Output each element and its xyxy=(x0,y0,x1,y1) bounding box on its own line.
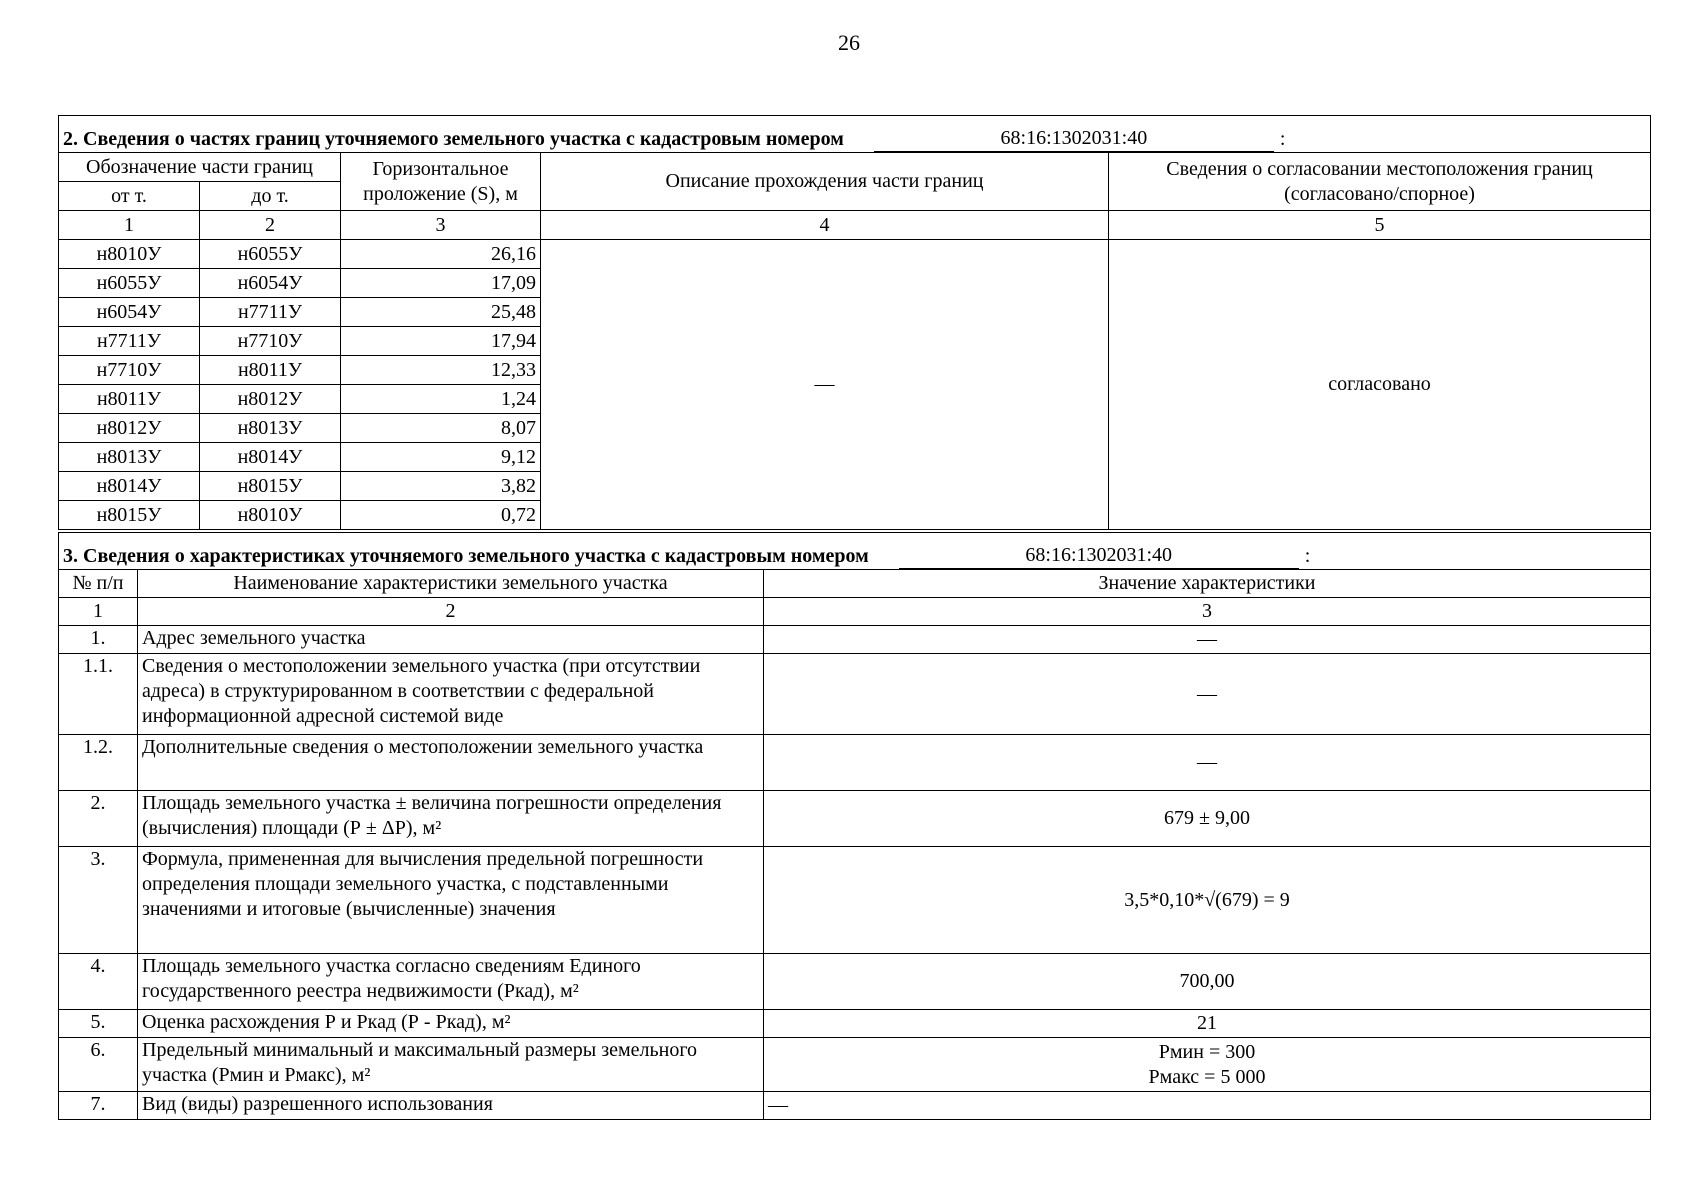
horizontal-length: 1,24 xyxy=(341,385,541,414)
parts-designation-header: Обозначение части границ xyxy=(59,153,341,182)
col-number: 1 xyxy=(59,211,200,240)
section2-heading: 2. Сведения о частях границ уточняемого земельного участка с кадастровым номером xyxy=(63,128,844,150)
row-number: 3. xyxy=(59,847,138,954)
value-header: Значение характеристики xyxy=(764,570,1651,598)
table-row xyxy=(59,1092,1651,1120)
horizontal-length: 8,07 xyxy=(341,414,541,443)
from-point: н7710У xyxy=(59,356,200,385)
characteristics-table xyxy=(58,532,1651,1120)
col-number: 5 xyxy=(1109,211,1651,240)
horizontal-length: 9,12 xyxy=(341,443,541,472)
col-number: 1 xyxy=(59,598,138,626)
to-point: н7710У xyxy=(200,327,341,356)
boundary-parts-table xyxy=(58,115,1651,530)
characteristic-value: 679 ± 9,00 xyxy=(764,791,1651,847)
characteristic-name: Дополнительные сведения о местоположении земельного участка xyxy=(138,735,764,791)
characteristic-value: 700,00 xyxy=(764,954,1651,1010)
section2-colon: : xyxy=(1279,128,1286,150)
row-number: 1.1. xyxy=(59,654,138,735)
section2-cadastral-number: 68:16:1302031:40 xyxy=(874,124,1274,152)
row-number: 2. xyxy=(59,791,138,847)
horizontal-length: 0,72 xyxy=(341,501,541,530)
characteristic-name: Адрес земельного участка xyxy=(138,626,764,654)
description-value: — xyxy=(541,240,1109,530)
characteristic-name: Сведения о местоположении земельного участка (при отсутствии адреса) в структурированном в соответствии с федеральной информационной адресной системой виде xyxy=(138,654,764,735)
table-row xyxy=(59,654,1651,735)
horizontal-header: Горизонтальное проложение (S), м xyxy=(341,153,541,211)
to-header: до т. xyxy=(200,182,341,211)
from-point: н8013У xyxy=(59,443,200,472)
max-size-value: Рмакс = 5 000 xyxy=(1148,1065,1266,1088)
from-point: н7711У xyxy=(59,327,200,356)
table-row xyxy=(59,1010,1651,1038)
table-row xyxy=(59,791,1651,847)
to-point: н8012У xyxy=(200,385,341,414)
table-row xyxy=(59,240,1651,269)
characteristic-value: — xyxy=(764,735,1651,791)
to-point: н8013У xyxy=(200,414,341,443)
name-header: Наименование характеристики земельного участка xyxy=(138,570,764,598)
col-number: 3 xyxy=(341,211,541,240)
col-number: 4 xyxy=(541,211,1109,240)
to-point: н6054У xyxy=(200,269,341,298)
page-number: 26 xyxy=(838,30,860,55)
row-number: 5. xyxy=(59,1010,138,1038)
horizontal-length: 12,33 xyxy=(341,356,541,385)
from-point: н8011У xyxy=(59,385,200,414)
table-row xyxy=(59,735,1651,791)
from-point: н6055У xyxy=(59,269,200,298)
to-point: н6055У xyxy=(200,240,341,269)
description-header: Описание прохождения части границ xyxy=(541,153,1109,211)
characteristic-name: Оценка расхождения Р и Ркад (Р - Ркад), м² xyxy=(138,1010,764,1038)
agreement-value: согласовано xyxy=(1109,240,1651,530)
table-row xyxy=(59,1038,1651,1092)
min-size-value: Рмин = 300 xyxy=(1158,1040,1256,1063)
col-number: 2 xyxy=(200,211,341,240)
section3-cadastral-number: 68:16:1302031:40 xyxy=(899,541,1299,569)
table-row xyxy=(59,847,1651,954)
col-number: 2 xyxy=(138,598,764,626)
row-number: 6. xyxy=(59,1038,138,1092)
section3-heading: 3. Сведения о характеристиках уточняемого земельного участка с кадастровым номером xyxy=(63,545,869,567)
characteristic-value: — xyxy=(764,626,1651,654)
from-point: н8015У xyxy=(59,501,200,530)
horizontal-length: 17,94 xyxy=(341,327,541,356)
characteristic-value: — xyxy=(764,654,1651,735)
characteristic-name: Предельный минимальный и максимальный размеры земельного участка (Рмин и Рмакс), м² xyxy=(138,1038,764,1092)
characteristic-name: Формула, примененная для вычисления предельной погрешности определения площади земельного участка, с подставленными значениями и итоговые (вычисленные) значения xyxy=(138,847,764,954)
num-header: № п/п xyxy=(59,570,138,598)
to-point: н8015У xyxy=(200,472,341,501)
to-point: н8014У xyxy=(200,443,341,472)
horizontal-length: 3,82 xyxy=(341,472,541,501)
characteristic-name: Площадь земельного участка ± величина погрешности определения (вычисления) площади (Р ± ΔР), м² xyxy=(138,791,764,847)
table-row xyxy=(59,626,1651,654)
characteristic-value: — xyxy=(764,1092,1651,1120)
section2-heading-row xyxy=(59,116,1651,153)
from-header: от т. xyxy=(59,182,200,211)
from-point: н8012У xyxy=(59,414,200,443)
from-point: н8010У xyxy=(59,240,200,269)
characteristic-value: 3,5*0,10*√(679) = 9 xyxy=(764,847,1651,954)
horizontal-length: 26,16 xyxy=(341,240,541,269)
horizontal-length: 25,48 xyxy=(341,298,541,327)
table-row xyxy=(59,954,1651,1010)
section3-heading-row xyxy=(59,533,1651,570)
horizontal-length: 17,09 xyxy=(341,269,541,298)
characteristic-value: 21 xyxy=(764,1010,1651,1038)
col-number: 3 xyxy=(764,598,1651,626)
to-point: н8011У xyxy=(200,356,341,385)
characteristic-value xyxy=(764,1038,1651,1092)
from-point: н6054У xyxy=(59,298,200,327)
characteristic-name: Вид (виды) разрешенного использования xyxy=(138,1092,764,1120)
row-number: 1. xyxy=(59,626,138,654)
agreement-header: Сведения о согласовании местоположения границ (согласовано/спорное) xyxy=(1109,153,1651,211)
to-point: н8010У xyxy=(200,501,341,530)
row-number: 7. xyxy=(59,1092,138,1120)
row-number: 4. xyxy=(59,954,138,1010)
characteristic-name: Площадь земельного участка согласно сведениям Единого государственного реестра недвижимости (Ркад), м² xyxy=(138,954,764,1010)
section3-colon: : xyxy=(1304,545,1311,567)
row-number: 1.2. xyxy=(59,735,138,791)
to-point: н7711У xyxy=(200,298,341,327)
from-point: н8014У xyxy=(59,472,200,501)
